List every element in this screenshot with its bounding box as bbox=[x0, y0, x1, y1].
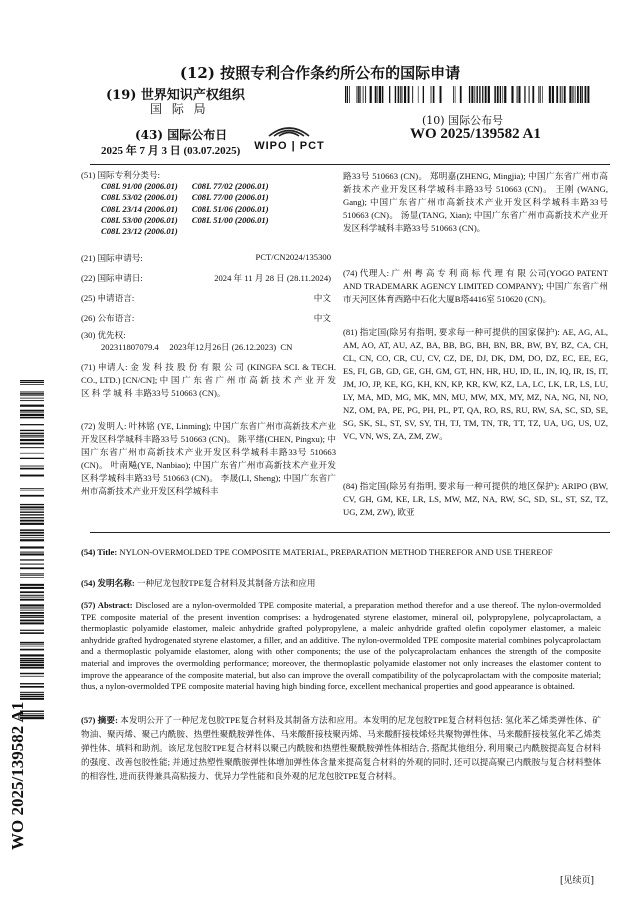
barcode-bar bbox=[20, 553, 44, 555]
barcode-bar bbox=[440, 86, 442, 103]
barcode-bar bbox=[20, 692, 44, 693]
barcode-bar bbox=[20, 405, 44, 407]
barcode-bar bbox=[549, 86, 551, 103]
barcode-bar bbox=[580, 86, 582, 103]
pub-date: 2025 年 7 月 3 日 (03.07.2025) bbox=[101, 145, 241, 157]
barcode-bar bbox=[479, 86, 480, 103]
barcode-bar bbox=[20, 509, 44, 510]
abstract-zh: (57) 摘要: 本发明公开了一种尼龙包胶TPE复合材料及其制备方法和应用。本发明的尼龙包胶TPE复合材料包括: 氢化苯乙烯类弹性体、矿物油、聚丙烯、聚己内酰胺、热塑性聚酰胺弹性体、马来酸酐接枝聚丙烯、马来酸酐接枝烯烃共聚物弹性体、马来酸酐接枝氢化苯乙烯类弹性体、填料和助剂。该尼龙包胶TPE复合材料以聚己内酰胺和热塑性聚酰胺弹性体相结合, 搭配其他组分, 利用聚己内酰胺提高复合材料的强度、改善包胶性能; 并通过热塑性聚酰胺弹性体增加弹性体含量来提高复合材料的外观的同时, 还可以提高聚己内酰胺与复合材料整体的相容性, 进而获得兼具高粘接力、优异力学性能和良外观的尼龙包胶TPE复合材料。 bbox=[81, 715, 601, 781]
barcode-bar bbox=[398, 86, 399, 103]
barcode-bar bbox=[20, 430, 44, 431]
barcode-bar bbox=[494, 86, 495, 103]
abstract-en: (57) Abstract: Disclosed are a nylon-overmolded TPE composite material, a preparation method therefor and a use thereof. The nylon-overmolded TPE composite material of the present invention comprises: a hydrogenated styrene elastomer, mineral oil, polypropylene, polycaprolactam, a thermoplastic polyamide elastomer, maleic anhydride grafted polypropylene, a maleic anhydride grafted olefin copolymer elastomer, a maleic anhydride grafted hydrogenated styrene elastomer, a filler, and an additive. The nylon-overmolded TPE composite material combines polycaprolactam and a thermoplastic polyamide elastomer, along with other components; the use of the polycaprolactam enhances the strength of the composite material and improves the overmolding performance; moreover, the thermoplastic polyamide elastomer not only increases the elastomer content to improve the appearance of the composite material, but also can improve the overall compatibility of the polycaprolactam with the composite material; thus, a nylon-overmolded TPE composite material having high binding force, excellent mechanical properties and good appearance is obtained. bbox=[81, 600, 601, 692]
pub-date-label: (43) 国际公布日 bbox=[135, 128, 228, 142]
barcode-bar bbox=[418, 86, 419, 103]
barcode-bar bbox=[560, 86, 561, 103]
barcode-bar bbox=[20, 610, 44, 611]
barcode-bar bbox=[408, 86, 410, 103]
barcode-bar bbox=[20, 523, 44, 525]
designated-states-81: (81) 指定国(除另有指明, 要求每一种可提供的国家保护): AE, AG, AL, AM, AO, AT, AU, AZ, BA, BB, BG, BH, BN, BR, BW, BY, BZ, CA, CH, CL, CN, CO, CR, CU, CV, CZ, DE, DJ, DK, DM, DO, DZ, EC, EE, EG, ES, FI, GB, GD, GE, GH, GM, GT, HN, HR, HU, ID, IL, IN, IQ, IR, IS, IT, JM, JO, JP, KE, KG, KH, KN, KP, KR, KW, KZ, LA, LC, LK, LR, LS, LU, LY, MA, MD, MG, MK, MN, MU, MW, MX, MY, MZ, NA, NG, NI, NO, NZ, OM, PA, PE, PG, PH, PL, PT, QA, RO, RS, RU, RW, SA, SC, SD, SE, SG, SK, SL, ST, SV, SY, TH, TJ, TM, TN, TR, TT, TZ, UA, UG, US, UZ, VC, VN, WS, ZA, ZM, ZW。 bbox=[343, 327, 608, 441]
barcode-bar bbox=[20, 443, 44, 445]
barcode-bar bbox=[412, 86, 413, 103]
barcode-bar bbox=[20, 424, 44, 425]
barcode-bar bbox=[20, 673, 44, 674]
barcode-bar bbox=[20, 384, 44, 385]
barcode-bar bbox=[460, 86, 462, 103]
barcode-bar bbox=[20, 546, 44, 548]
barcode-bar bbox=[20, 417, 44, 419]
barcode-bar bbox=[20, 644, 44, 645]
barcode-bar bbox=[529, 86, 530, 103]
barcode-bar bbox=[471, 86, 473, 103]
barcode-bar bbox=[20, 591, 44, 593]
barcode-bar bbox=[349, 86, 350, 103]
barcode-bar bbox=[20, 667, 44, 669]
barcode-bar bbox=[20, 649, 44, 651]
barcode-bar bbox=[20, 414, 44, 416]
barcode-bar bbox=[20, 532, 44, 534]
barcode-bar bbox=[585, 86, 587, 103]
barcode-bar bbox=[431, 86, 432, 103]
barcode-bar bbox=[20, 660, 44, 661]
barcode-bar bbox=[20, 400, 44, 401]
barcode-bar bbox=[20, 380, 44, 381]
barcode-bar bbox=[575, 86, 576, 103]
barcode-bar bbox=[564, 86, 566, 103]
barcode-bar bbox=[538, 86, 539, 103]
barcode-bar bbox=[524, 86, 525, 103]
barcode-bar bbox=[582, 86, 583, 103]
barcode-bar bbox=[379, 86, 381, 103]
barcode-bar bbox=[347, 86, 348, 103]
title-zh: (54) 发明名称: 一种尼龙包胶TPE复合材料及其制备方法和应用 bbox=[81, 578, 316, 588]
pub-no-label: (10) 国际公布号 bbox=[422, 114, 504, 127]
barcode-bar bbox=[20, 391, 44, 392]
barcode-bar bbox=[20, 696, 44, 697]
vertical-pub-no: WO 2025/139582 A1 bbox=[8, 701, 27, 850]
barcode-bar bbox=[476, 86, 477, 103]
continued-note: [见续页] bbox=[560, 876, 595, 886]
barcode-bar bbox=[20, 410, 44, 412]
barcode-bar bbox=[20, 604, 44, 606]
barcode-bar bbox=[20, 453, 44, 454]
barcode-bar bbox=[20, 683, 44, 684]
barcode-bar bbox=[20, 658, 44, 660]
inventors: (72) 发明人: 叶林铭 (YE, Linming); 中国广东省广州市高新技术产业开发区科学城科丰路33号 510663 (CN)。 陈平绪(CHEN, Pingxu); 中国广东省广州市高新技术产业开发区科学城科丰路33号 510663 (CN)。 叶南飚(YE, Nanbiao); 中国广东省广州市高新技术产业开发区科学城科丰路33号 510663 (CN)。 李晟(LI, Sheng); 中国广东省广州市高新技术产业开发区科学城科丰 bbox=[81, 421, 336, 496]
header-rule bbox=[90, 164, 610, 165]
barcode-bar bbox=[20, 436, 44, 437]
barcode-bar bbox=[542, 86, 543, 103]
barcode-bar bbox=[20, 395, 44, 396]
barcode-bar bbox=[587, 86, 589, 103]
barcode-bar bbox=[569, 86, 571, 103]
barcode-bar bbox=[20, 520, 44, 522]
ipc-table: C08L 91/00 (2006.01) C08L 77/02 (2006.01) C08L 53/02 (2006.01) C08L 77/00 (2006.01) C08L 23/14 (2006.01) C08L 51/06 (2006.01) C08L 53/00 (2006.01) C08L 51/00 (2006.01) C08L 23/12 (2006.01) bbox=[101, 181, 269, 237]
barcode-bar bbox=[502, 86, 503, 103]
barcode-bar bbox=[511, 86, 513, 103]
barcode-bar bbox=[20, 597, 44, 598]
barcode-bar bbox=[20, 577, 44, 578]
field-30-value: 202311807079.4 2023年12月26日 (26.12.2023) CN bbox=[101, 342, 293, 352]
barcode-bar bbox=[365, 86, 366, 103]
pub-no: WO 2025/139582 A1 bbox=[410, 126, 541, 142]
barcode-bar bbox=[20, 468, 44, 470]
barcode-bar bbox=[382, 86, 384, 103]
barcode-bar bbox=[455, 86, 456, 103]
barcode-bar bbox=[20, 458, 44, 459]
barcode-bar bbox=[20, 398, 44, 399]
barcode-bar bbox=[404, 86, 406, 103]
barcode-bar bbox=[20, 435, 44, 436]
barcode-bar bbox=[20, 564, 44, 565]
barcode-bar bbox=[20, 646, 44, 647]
barcode-bar bbox=[370, 86, 372, 103]
barcode-bar bbox=[20, 612, 44, 614]
barcode-bar bbox=[20, 529, 44, 530]
barcode-bar bbox=[389, 86, 390, 103]
barcode-bar bbox=[20, 537, 44, 538]
barcode-bar bbox=[20, 632, 44, 634]
barcode-bar bbox=[20, 617, 44, 618]
designated-states-84: (84) 指定国(除另有指明, 要求每一种可提供的地区保护): ARIPO (BW, CV, GH, GM, KE, LR, LS, MW, MZ, NA, RW, SC, SD, SL, ST, SZ, TZ, UG, ZM, ZW), 欧亚 bbox=[343, 481, 608, 517]
barcode-bar bbox=[482, 86, 483, 103]
barcode-bar bbox=[20, 694, 44, 695]
barcode-bar bbox=[20, 393, 44, 394]
barcode-bar bbox=[517, 86, 518, 103]
barcode-bar bbox=[360, 86, 361, 103]
barcode-bar bbox=[20, 517, 44, 518]
barcode-bar bbox=[556, 86, 558, 103]
barcode-bar bbox=[20, 439, 44, 441]
barcode-bar bbox=[345, 86, 346, 103]
barcode-bar bbox=[356, 86, 357, 103]
barcode-bar bbox=[20, 504, 44, 505]
barcode-bar bbox=[20, 615, 44, 617]
barcode-bar bbox=[20, 447, 44, 448]
barcode-bar bbox=[532, 86, 534, 103]
barcode-bar bbox=[20, 412, 44, 413]
barcode-bar bbox=[20, 654, 44, 656]
barcode-bar bbox=[500, 86, 501, 103]
barcode-bar bbox=[20, 535, 44, 536]
barcode-bar bbox=[363, 86, 364, 103]
barcode-bar bbox=[20, 664, 44, 666]
barcode-bar bbox=[453, 86, 454, 103]
barcode-bar bbox=[20, 620, 44, 622]
side-barcode bbox=[20, 380, 44, 720]
barcode-bar bbox=[20, 506, 44, 508]
barcode-bar bbox=[518, 86, 520, 103]
barcode-bar bbox=[552, 86, 554, 103]
barcode-bar bbox=[20, 514, 44, 515]
top-barcode bbox=[345, 86, 593, 103]
barcode-bar bbox=[358, 86, 359, 103]
barcode-bar bbox=[423, 86, 424, 103]
barcode-bar bbox=[401, 86, 402, 103]
barcode-bar bbox=[540, 86, 541, 103]
barcode-bar bbox=[469, 86, 470, 103]
barcode-bar bbox=[20, 495, 44, 497]
barcode-bar bbox=[572, 86, 573, 103]
mid-rule bbox=[90, 532, 610, 533]
wipo-org-sub: 国 际 局 bbox=[150, 102, 209, 116]
barcode-bar bbox=[20, 433, 44, 434]
wipo-org-name: (19) 世界知识产权组织 bbox=[106, 88, 245, 103]
applicant: (71) 申请人: 金 发 科 技 股 份 有 限 公 司 (KINGFA SCI. & TECH. CO., LTD.) [CN/CN]; 中 国 广 东 省 广 州 市 高 新 技 术 产 业 开 发 区 科 学 城 科 丰路33号 510663 (CN)。 bbox=[81, 362, 336, 398]
barcode-bar bbox=[20, 595, 44, 596]
barcode-bar bbox=[20, 698, 44, 700]
wipo-logo-text: WIPO | PCT bbox=[254, 140, 325, 152]
barcode-bar bbox=[20, 575, 44, 576]
barcode-bar bbox=[20, 630, 44, 631]
barcode-bar bbox=[20, 382, 44, 383]
barcode-bar bbox=[497, 86, 499, 103]
barcode-bar bbox=[20, 587, 44, 589]
barcode-bar bbox=[20, 607, 44, 608]
barcode-bar bbox=[20, 662, 44, 664]
barcode-bar bbox=[474, 86, 475, 103]
barcode-bar bbox=[20, 622, 44, 624]
barcode-bar bbox=[20, 475, 44, 477]
barcode-bar bbox=[20, 584, 44, 586]
barcode-bar bbox=[20, 511, 44, 512]
title-en: (54) Title: NYLON-OVERMOLDED TPE COMPOSITE MATERIAL, PREPARATION METHOD THEREFOR AND USE THEREOF bbox=[81, 547, 553, 557]
barcode-bar bbox=[375, 86, 377, 103]
barcode-bar bbox=[20, 552, 44, 553]
field-30-label: (30) 优先权: bbox=[81, 330, 126, 340]
inventors-continued: 路33号 510663 (CN)。 郑明嘉(ZHENG, Mingjia); 中国广东省广州市高新技术产业开发区科学城科丰路33号 510663 (CN)。 王刚 (WANG, Gang); 中国广东省广州市高新技术产业开发区科学城科丰路33号 510663 (CN)。 汤显(TANG, Xian); 中国广东省广州市高新技术产业开发区科学城科丰路33号 510663 (CN)。 bbox=[343, 171, 608, 233]
barcode-bar bbox=[20, 573, 44, 574]
barcode-bar bbox=[20, 642, 44, 644]
barcode-bar bbox=[20, 559, 44, 560]
ipc-section bbox=[81, 170, 321, 237]
barcode-bar bbox=[20, 490, 44, 491]
barcode-bar bbox=[20, 539, 44, 541]
barcode-bar bbox=[504, 86, 506, 103]
barcode-bar bbox=[20, 676, 44, 677]
barcode-bar bbox=[20, 466, 44, 467]
barcode-bar bbox=[485, 86, 487, 103]
barcode-bar bbox=[20, 686, 44, 688]
barcode-bar bbox=[400, 86, 401, 103]
barcode-bar bbox=[433, 86, 435, 103]
barcode-bar bbox=[20, 599, 44, 601]
document-main-title: (12) 按照专利合作条约所公布的国际申请 bbox=[179, 64, 461, 82]
barcode-bar bbox=[488, 86, 490, 103]
agent: (74) 代理人: 广 州 粤 高 专 利 商 标 代 理 有 限 公司(YOGO PATENT AND TRADEMARK AGENCY LIMITED COMPANY); 中国广东省广州市天河区体育西路中石化大厦B塔4416室 510620 (CN)。 bbox=[343, 268, 608, 304]
wipo-logo bbox=[247, 118, 332, 156]
barcode-bar bbox=[20, 567, 44, 569]
barcode-bar bbox=[377, 86, 378, 103]
barcode-bar bbox=[562, 86, 563, 103]
barcode-bar bbox=[395, 86, 396, 103]
barcode-bar bbox=[577, 86, 579, 103]
ipc-label: (51) 国际专利分类号: bbox=[81, 170, 161, 180]
barcode-bar bbox=[20, 488, 44, 489]
